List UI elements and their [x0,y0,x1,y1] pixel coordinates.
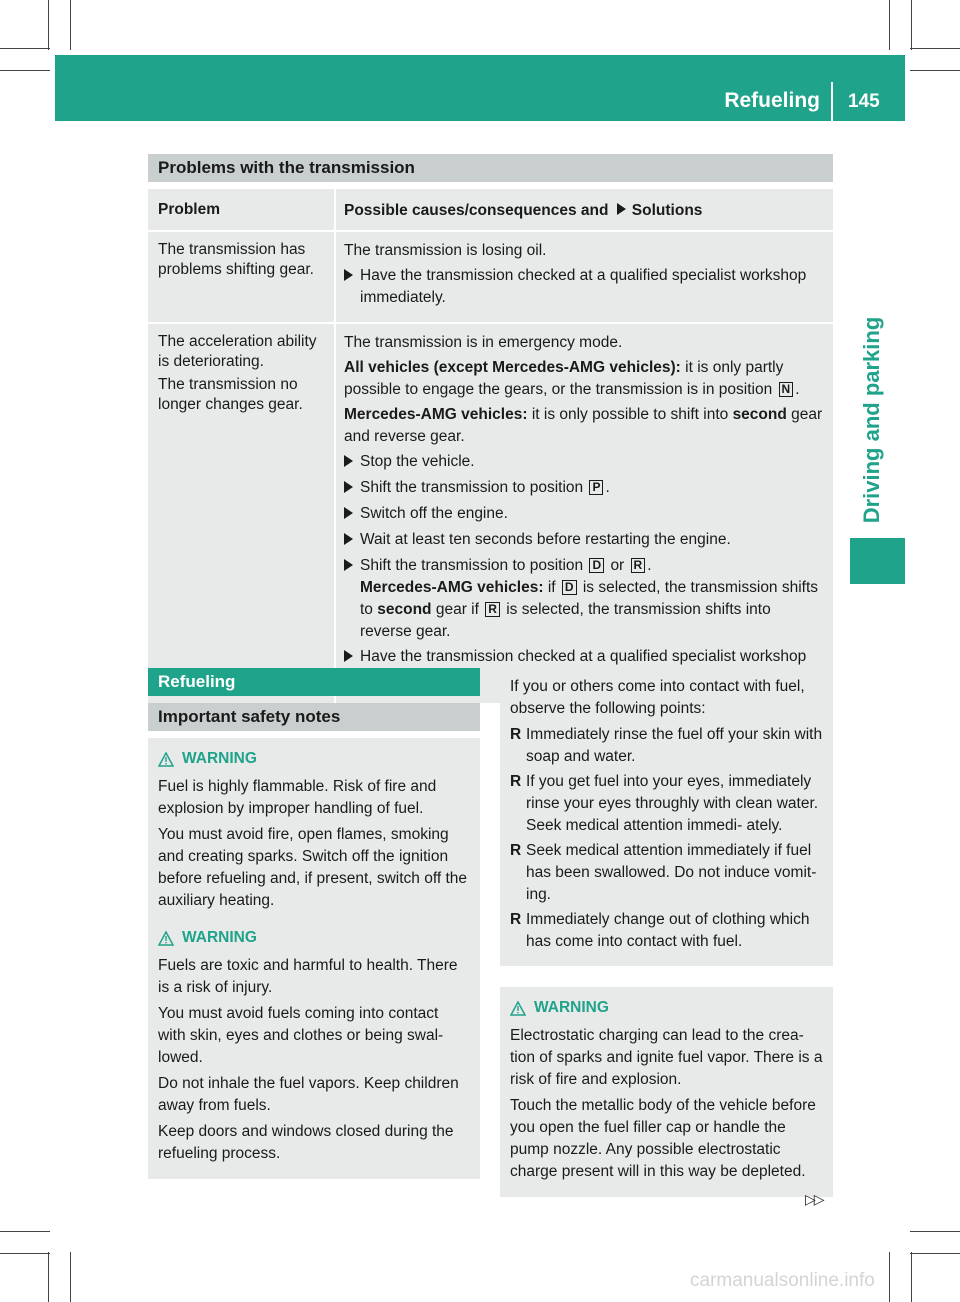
transmission-heading: Problems with the transmission [148,154,833,182]
step-text: Have the transmission checked at a qualified specialist workshop immediately. [360,267,807,306]
step: Shift the transmission to position P . [344,477,823,500]
warning-header [510,997,823,1019]
warning-text: You must avoid fire, open flames, smoking and creating sparks. Switch off the ignition before refueling and, if present, switch off the auxiliary heating. [158,826,468,909]
crop-mark [0,1231,50,1232]
warning-label: WARNING [182,750,257,767]
amg-label: Mercedes-AMG vehicles: [344,406,528,423]
list-item: R Seek medical attention immediately if fuel has been swallowed. Do not induce vomit- ing. [510,840,823,906]
column-header-solutions-text-b: Solutions [631,202,703,219]
step-text: Wait at least ten seconds before restarting the engine. [360,531,731,548]
step-text: Shift the transmission to position [360,557,584,574]
warning-header [158,748,470,770]
step-text: if [547,579,556,596]
side-tab-label: Driving and parking [859,316,884,524]
problem-text: The transmission no longer changes gear. [158,376,303,413]
page-number: 145 [848,91,880,112]
gear-n-icon: N [779,382,794,397]
step-arrow-icon [344,481,353,493]
gear-d-icon: D [562,580,577,595]
cause-text: The transmission is losing oil. [344,242,547,259]
refueling-heading: Refueling [148,668,480,696]
list-item-text: Immediately rinse the fuel off your skin with soap and water. [526,726,823,765]
step-text: Stop the vehicle. [360,453,475,470]
warning-text: Fuels are toxic and harmful to health. There is a risk of injury. [158,957,458,996]
warning-icon [158,752,174,767]
gear-r-icon: R [485,602,500,617]
warning-text: Do not inhale the fuel vapors. Keep children away from fuels. [158,1075,459,1114]
warning-text: Electrostatic charging can lead to the crea- tion of sparks and ignite fuel vapor. There is a risk of fire and explosion. [510,1027,823,1088]
table-row [148,322,833,703]
step: Shift the transmission to position D or R . Mercedes-AMG vehicles: if D is selected, the transmission shifts to second gear if R is selected, the transmission shifts into reverse gear. [344,555,823,643]
problem-cell [148,232,336,322]
crop-mark [0,1253,50,1254]
crop-mark [0,70,50,71]
step-arrow-icon [344,559,353,571]
amg-bold: second [377,601,432,618]
amg-note [344,404,823,448]
side-tab-block [850,538,905,584]
all-vehicles-text: it is only partly possible to engage the gears, or the transmission is in position [344,359,784,398]
step-text: gear if [435,601,479,618]
step-arrow-icon [344,455,353,467]
header-title: Refueling [724,89,820,112]
all-vehicles-label: All vehicles (except Mercedes-AMG vehicles): [344,359,681,376]
solution-cell [336,324,833,703]
warning-label: WARNING [182,929,257,946]
crop-mark [911,0,912,50]
step-arrow-icon [344,533,353,545]
amg-bold: second [732,406,787,423]
problem-text: The transmission has problems shifting gear. [158,241,314,278]
list-item: R Immediately rinse the fuel off your skin with soap and water. [510,724,823,768]
crop-mark [70,1252,71,1302]
list-item-text: Immediately change out of clothing which has come into contact with fuel. [526,911,810,950]
crop-mark [0,48,50,49]
column-header-problem: Problem [148,189,336,230]
warning-icon [510,1001,526,1016]
list-item-text: If you get fuel into your eyes, immediately rinse your eyes throughly with clean water. Seek medical attention immedi- ately. [526,773,819,834]
crop-mark [910,48,960,49]
step-arrow-icon [344,650,353,662]
list-item: R If you get fuel into your eyes, immediately rinse your eyes throughly with clean water. Seek medical attention immedi- ately. [510,771,823,837]
warning-text: You must avoid fuels coming into contact with skin, eyes and clothes or being swal- lowed. [158,1005,444,1066]
list-item-text: Seek medical attention immediately if fuel has been swallowed. Do not induce vomit- ing. [526,842,817,903]
step [344,503,823,526]
crop-mark [70,0,71,50]
gear-p-icon: P [589,480,603,495]
gear-r-icon: R [631,558,646,573]
column-header-solutions [336,189,833,230]
warning-box [148,917,480,1179]
step [344,451,823,474]
warning-text: Fuel is highly flammable. Risk of fire and explosion by improper handling of fuel. [158,778,437,817]
amg-label: Mercedes-AMG vehicles: [360,579,544,596]
step-arrow-icon [617,203,626,215]
crop-mark [910,1253,960,1254]
crop-mark [910,70,960,71]
solution-cell [336,232,833,322]
transmission-table [148,189,833,703]
cause-text: The transmission is in emergency mode. [344,334,623,351]
contact-intro: If you or others come into contact with fuel, observe the following points: [510,678,805,717]
step-text: Shift the transmission to position [360,479,584,496]
problem-cell [148,324,336,703]
fuel-contact-box [500,666,833,966]
amg-text-b: gear and reverse gear. [344,406,823,445]
step [344,265,823,309]
crop-mark [48,1252,49,1302]
warning-text: Keep doors and windows closed during the refueling process. [158,1123,454,1162]
column-header-solutions-text: Possible causes/consequences and [344,202,609,219]
step-arrow-icon [344,507,353,519]
step [344,529,823,552]
table-row [148,230,833,322]
warning-icon [158,931,174,946]
crop-mark [889,0,890,50]
warning-label: WARNING [534,999,609,1016]
warning-box [500,987,833,1197]
step-text: is selected, the transmission shifts into reverse gear. [360,601,771,640]
side-tab [850,300,894,540]
step-arrow-icon [344,269,353,281]
watermark: carmanualsonline.info [690,1270,875,1291]
crop-mark [889,1252,890,1302]
crop-mark [910,1231,960,1232]
crop-mark [48,0,49,50]
list-item: R Immediately change out of clothing which has come into contact with fuel. [510,909,823,953]
warning-box [148,738,480,926]
step-text: Have the transmission checked at a qualified specialist workshop [360,648,807,665]
warning-header [158,927,470,949]
step-text: is selected, the transmission shifts to [360,579,819,618]
amg-text: it is only possible to shift into [531,406,729,423]
safety-notes-heading: Important safety notes [148,703,480,731]
all-vehicles-note: All vehicles (except Mercedes-AMG vehicles): it is only partly possible to engage the gears, or the transmission is in position N . [344,359,800,398]
crop-mark [911,1252,912,1302]
warning-text: Touch the metallic body of the vehicle before you open the fuel filler cap or handle the pump nozzle. Any possible electrostatic charge present will in this way be depleted. [510,1097,816,1180]
step-text: Switch off the engine. [360,505,508,522]
table-header-row [148,189,833,230]
step-text-or: or [610,557,625,574]
problem-text: The acceleration ability is deteriorating. [158,333,317,370]
continue-mark: ▷▷ [805,1191,823,1207]
header-divider [831,82,833,121]
gear-d-icon: D [589,558,604,573]
